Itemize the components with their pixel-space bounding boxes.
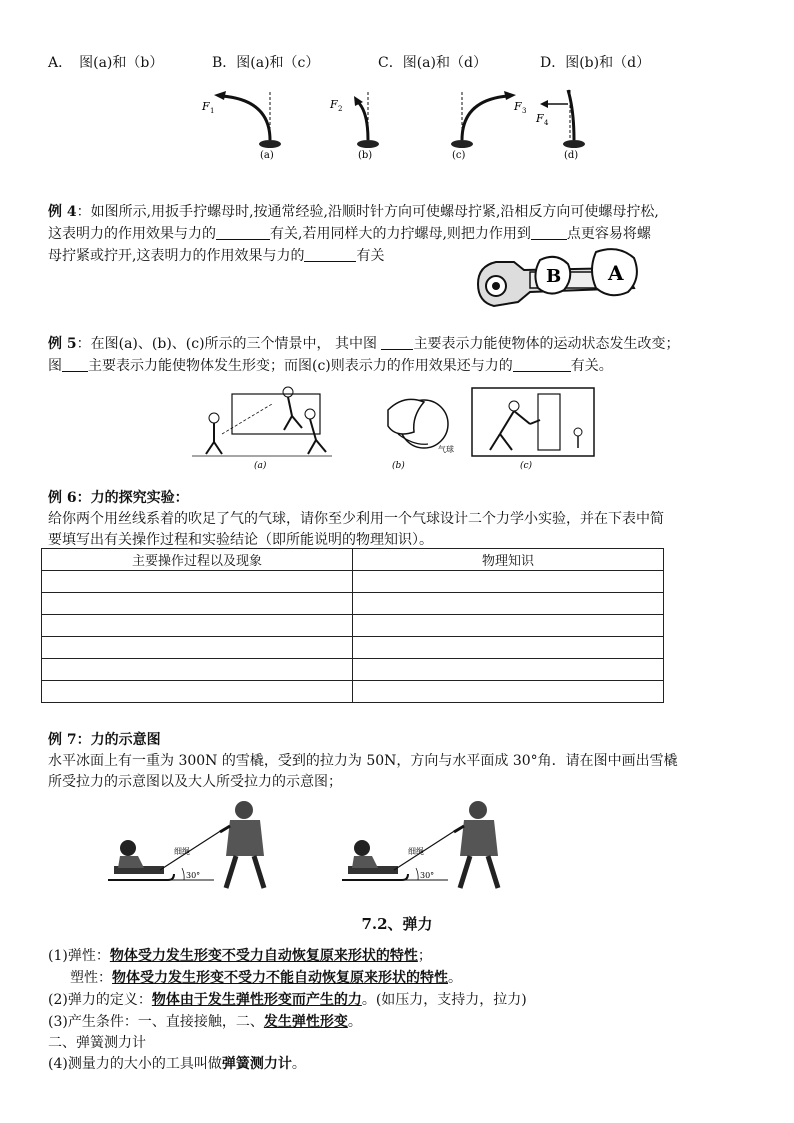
f1-sub: 1: [210, 107, 215, 115]
force-figures: [190, 82, 600, 162]
ex5-blank3[interactable]: [513, 357, 571, 372]
measuring-tool-suffix: 。: [291, 1056, 306, 1072]
ex4-text2b: 有关,若用同样大的力拧螺母,则把力作用到: [270, 226, 531, 242]
f2-sub: 2: [338, 105, 343, 113]
ex5-blank2[interactable]: [62, 357, 88, 372]
figure-b: [329, 92, 379, 161]
figure-c: [451, 91, 526, 161]
wrench-point-a: A: [608, 261, 624, 285]
ex5-figures: [192, 384, 602, 472]
ex5-text2c: 有关。: [570, 358, 613, 374]
ex4-blank3[interactable]: [304, 247, 356, 262]
ex4-blank2[interactable]: [531, 225, 567, 240]
ex5-figure-b: [388, 399, 454, 471]
table-header-row: [42, 549, 664, 571]
measuring-tool-prefix: (4)测量力的大小的工具叫做: [48, 1056, 222, 1072]
section-title-7-2: 7.2、弹力: [361, 915, 433, 933]
ex4-blank1[interactable]: [216, 225, 270, 240]
cap-c: (c): [452, 150, 466, 161]
ex4-text3a: 母拧紧或拧开,这表明力的作用效果与力的: [48, 248, 305, 264]
sled-right-rope: 细绳: [408, 847, 424, 856]
table-cell[interactable]: [42, 571, 353, 593]
table-row: [42, 615, 664, 637]
table-header-knowledge: 物理知识: [353, 549, 664, 571]
ex5-balloon-label: 气球: [438, 445, 454, 454]
ex5-text1b: 主要表示力能使物体的运动状态发生改变；: [413, 336, 680, 352]
elasticity-prefix: (1)弹性：: [48, 948, 110, 964]
ex6-title: 例 6：力的探究实验：: [48, 490, 189, 506]
cap-d: (d): [564, 150, 579, 161]
table-cell[interactable]: [42, 615, 353, 637]
elastic-force-line: [48, 990, 768, 1010]
condition-line: [48, 1012, 768, 1032]
ex6-line2: 要填写出有关操作过程和实验结论（即所能说明的物理知识）。: [48, 532, 433, 548]
f2-label: F: [330, 98, 338, 111]
f3-sub: 3: [522, 107, 527, 115]
cap-a: (a): [260, 150, 274, 161]
wrench-point-b: B: [546, 266, 562, 287]
plasticity-line: [70, 968, 790, 988]
table-row: [42, 571, 664, 593]
option-b: B．图(a)和（c）: [212, 55, 320, 71]
elasticity-suffix: ；: [417, 948, 432, 964]
ex5-text1a: ：在图(a)、(b)、(c)所示的三个情景中， 其中图: [76, 336, 382, 352]
cap-b: (b): [358, 150, 373, 161]
table-cell[interactable]: [42, 593, 353, 615]
elastic-force-prefix: (2)弹力的定义：: [48, 992, 152, 1008]
ex4-text3b: 有关: [356, 248, 385, 264]
table-cell[interactable]: [42, 637, 353, 659]
ex4-text1: ：如图所示,用扳手拧螺母时,按通常经验,沿顺时针方向可使螺母拧紧,沿相反方向可使螺母拧松,: [76, 204, 659, 220]
ex5-cap-c: (c): [520, 461, 533, 471]
measuring-tool-answer: 弹簧测力计: [221, 1056, 292, 1072]
ex7-title: 例 7：力的示意图: [48, 732, 161, 748]
table-cell[interactable]: [353, 659, 664, 681]
table-cell[interactable]: [353, 571, 664, 593]
table-cell[interactable]: [353, 593, 664, 615]
figure-d: [535, 90, 585, 161]
elastic-force-definition: 物体由于发生弹性形变而产生的力: [151, 992, 362, 1008]
ex4-text2c: 点更容易将螺: [566, 226, 651, 242]
sled-left-angle: 30°: [186, 871, 201, 880]
ex5-text2b: 主要表示力能使物体发生形变；而图(c)则表示力的作用效果还与力的: [88, 358, 513, 374]
ex4-text2a: 这表明力的作用效果与力的: [48, 226, 216, 242]
ex4-line2: [48, 224, 768, 244]
table-row: [42, 593, 664, 615]
condition-prefix: (3)产生条件：一、直接接触，二、: [48, 1014, 264, 1030]
f3-label: F: [514, 100, 522, 113]
option-a: A． 图(a)和（b）: [48, 55, 164, 71]
ex5-blank1[interactable]: [381, 335, 413, 350]
plasticity-prefix: 塑性：: [70, 970, 112, 986]
option-d: D．图(b)和（d）: [540, 55, 651, 71]
sled-figure-right: [338, 796, 538, 896]
ex4-line3: [48, 246, 768, 266]
ex4-line1: [48, 202, 768, 222]
measuring-tool-line: [48, 1054, 768, 1074]
table-cell[interactable]: [353, 615, 664, 637]
plasticity-suffix: 。: [448, 970, 462, 986]
ex5-label: 例 5: [48, 336, 77, 352]
table-row: [42, 681, 664, 703]
ex7-line2: 所受拉力的示意图以及大人所受拉力的示意图；: [48, 774, 342, 790]
experiment-table: [41, 548, 664, 703]
option-c: C．图(a)和（d）: [378, 55, 487, 71]
table-cell[interactable]: [353, 681, 664, 703]
sled-left-rope: 细绳: [174, 847, 190, 856]
ex6-line1: 给你两个用丝线系着的吹足了气的气球，请你至少利用一个气球设计二个力学小实验，并在下表中简: [48, 511, 664, 527]
ex5-text2a: 图: [48, 358, 62, 374]
ex5-figure-c: [472, 388, 594, 471]
ex7-line1: 水平冰面上有一重为 300N 的雪橇，受到的拉力为 50N，方向与水平面成 30°角．请在图中画出雪橇: [48, 753, 678, 769]
spring-scale-heading: 二、弹簧测力计: [48, 1035, 146, 1051]
f1-label: F: [202, 100, 210, 113]
sled-right-angle: 30°: [420, 871, 435, 880]
elasticity-definition: 物体受力发生形变不受力自动恢复原来形状的特性: [109, 948, 418, 964]
ex5-line1: [48, 334, 768, 354]
sled-figure-left: [104, 796, 304, 896]
table-cell[interactable]: [42, 659, 353, 681]
f4-label: F: [536, 112, 544, 125]
figure-a: [201, 91, 281, 161]
f4-sub: 4: [544, 119, 549, 127]
table-row: [42, 659, 664, 681]
ex5-line2: [48, 356, 768, 376]
wrench-figure: [474, 244, 646, 314]
ex4-label: 例 4: [48, 204, 77, 220]
condition-answer: 发生弹性形变: [263, 1014, 348, 1030]
elasticity-line: [48, 946, 768, 966]
ex5-figure-a: [192, 387, 332, 471]
condition-suffix: 。: [347, 1014, 362, 1030]
ex5-cap-a: (a): [254, 461, 267, 471]
plasticity-definition: 物体受力发生形变不受力不能自动恢复原来形状的特性: [112, 970, 448, 986]
table-row: [42, 637, 664, 659]
ex5-cap-b: (b): [392, 461, 405, 471]
elastic-force-suffix: 。(如压力，支持力，拉力): [361, 992, 527, 1008]
table-cell[interactable]: [353, 637, 664, 659]
table-cell[interactable]: [42, 681, 353, 703]
table-header-operation: 主要操作过程以及现象: [42, 549, 353, 571]
